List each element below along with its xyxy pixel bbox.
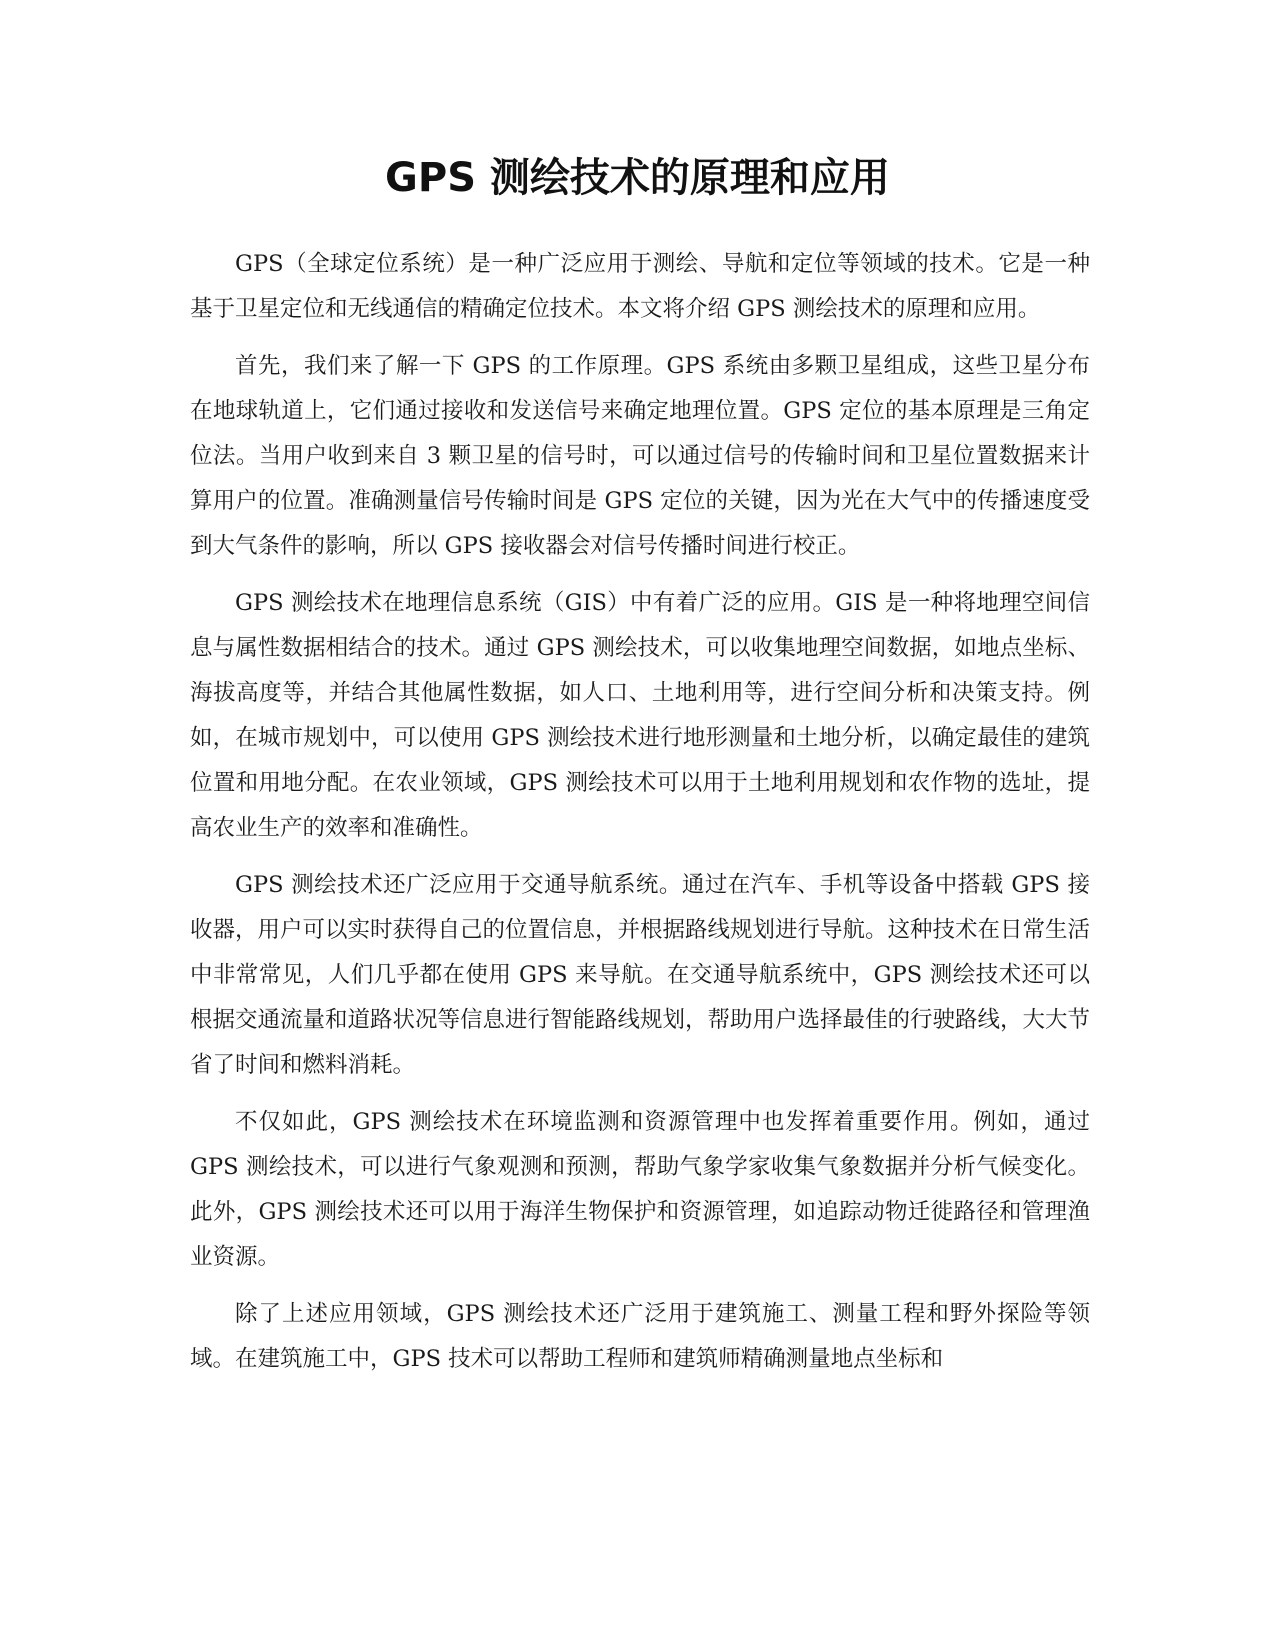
paragraph-environment: 不仅如此，GPS 测绘技术在环境监测和资源管理中也发挥着重要作用。例如，通过 GPS 测绘技术，可以进行气象观测和预测，帮助气象学家收集气象数据并分析气候变化。此外，GPS 测绘技术还可以用于海洋生物保护和资源管理，如追踪动物迁徙路径和管理渔业资源。: [190, 1109, 1090, 1270]
document-title: GPS 测绘技术的原理和应用: [385, 155, 890, 201]
paragraph-navigation: GPS 测绘技术还广泛应用于交通导航系统。通过在汽车、手机等设备中搭载 GPS 接收器，用户可以实时获得自己的位置信息，并根据路线规划进行导航。这种技术在日常生活中非常常见，人们几乎都在使用 GPS 来导航。在交通导航系统中，GPS 测绘技术还可以根据交通流量和道路状况等信息进行智能路线规划，帮助用户选择最佳的行驶路线，大大节省了时间和燃料消耗。: [190, 872, 1091, 1078]
paragraph-principle: 首先，我们来了解一下 GPS 的工作原理。GPS 系统由多颗卫星组成，这些卫星分布在地球轨道上，它们通过接收和发送信号来确定地理位置。GPS 定位的基本原理是三角定位法。当用户收到来自 3 颗卫星的信号时，可以通过信号的传输时间和卫星位置数据来计算用户的位置。准确测量信号传输时间是 GPS 定位的关键，因为光在大气中的传播速度受到大气条件的影响，所以 GPS 接收器会对信号传播时间进行校正。: [190, 353, 1090, 559]
document-body: [190, 242, 1090, 1394]
paragraph-other-fields: 除了上述应用领域，GPS 测绘技术还广泛用于建筑施工、测量工程和野外探险等领域。在建筑施工中，GPS 技术可以帮助工程师和建筑师精确测量地点坐标和: [190, 1301, 1090, 1372]
paragraph-gis: GPS 测绘技术在地理信息系统（GIS）中有着广泛的应用。GIS 是一种将地理空间信息与属性数据相结合的技术。通过 GPS 测绘技术，可以收集地理空间数据，如地点坐标、海拔高度等，并结合其他属性数据，如人口、土地利用等，进行空间分析和决策支持。例如，在城市规划中，可以使用 GPS 测绘技术进行地形测量和土地分析，以确定最佳的建筑位置和用地分配。在农业领域，GPS 测绘技术可以用于土地利用规划和农作物的选址，提高农业生产的效率和准确性。: [190, 590, 1090, 841]
paragraph-intro: GPS（全球定位系统）是一种广泛应用于测绘、导航和定位等领域的技术。它是一种基于卫星定位和无线通信的精确定位技术。本文将介绍 GPS 测绘技术的原理和应用。: [190, 251, 1090, 322]
